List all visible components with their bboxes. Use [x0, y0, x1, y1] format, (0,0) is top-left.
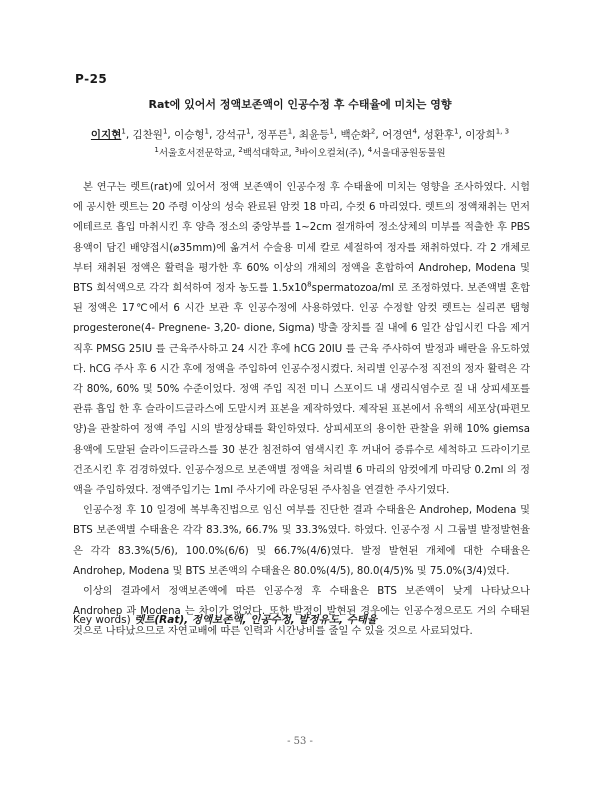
author-name: 백순화 — [340, 129, 371, 141]
author-name: 이장희 — [465, 129, 496, 141]
author-separator: , — [209, 129, 216, 141]
author-separator: , — [125, 129, 133, 141]
page-number: - 53 - — [287, 736, 313, 747]
author-name: 성환후 — [423, 129, 455, 141]
affiliation-name: 백석대학교 — [242, 148, 289, 159]
affiliation-mark: 3 — [294, 145, 300, 154]
author-separator: , — [458, 129, 466, 141]
author-affiliation-mark: 1 — [162, 127, 168, 136]
author-separator: , — [167, 129, 175, 141]
affiliation-name: 바이오컬쳐(주) — [299, 148, 362, 159]
author-name: 이지현 — [90, 129, 122, 141]
author-affiliation-mark: 1 — [204, 127, 210, 136]
affiliation-mark: 2 — [238, 145, 243, 154]
paragraph-text: 인공수정 후 10 일경에 복부촉진법으로 임신 여부를 진단한 결과 수태율은 Androhep, Modena 및 BTS 보존액별 수태율은 각각 83.3%, 66.7% 및 33.3%였다. 하였다. 인공수정 시 그룹별 발정발현율은 각각 83.3%(5/6), 100.0%(6/6) 및 66.7%(4/6)였다. 발정 발현된 개체에 대한 수태율은 Androhep, Modena 및 BTS 보존액의 수태율은 80.0%(4/5), 80.0(4/5)% 및 75.0%(3/4)였다. — [73, 505, 530, 577]
affiliation-separator: , — [232, 148, 239, 159]
paragraph-text: 본 연구는 렛트(rat)에 있어서 정액 보존액이 인공수정 후 수태율에 미치는 영향을 조사하였다. 시험에 공시한 렛트는 20 주령 이상의 성숙 완료된 암컷 18 마리, 수컷 6 마리였다. 렛트의 정액채취는 먼저 에테르로 흡입 마취시킨 후 양측 정소의 중앙부를 1~2cm 절개하여 정소상체의 미부를 적출한 후 PBS 용액이 담긴 배양접시(⌀35mm)에 옮겨서 수술용 미세 칼로 세절하여 정자를 채취하였다. 각 2 개체로부터 채취된 정액은 활력을 평가한 후 60% 이상의 개체의 정액을 혼합하여 Androhep, Modena 및 BTS 희석액으로 각각 희석하여 정자 농도를 1.5x10 — [73, 182, 530, 295]
author-name: 강석규 — [215, 129, 247, 141]
keywords-values: 렛트(Rat), 정액보존액, 인공수정, 발정유도, 수태율 — [134, 614, 378, 626]
affiliation-separator: , — [361, 148, 368, 159]
author-affiliation-mark: 1 — [246, 127, 251, 136]
author-affiliation-mark: 4 — [412, 127, 417, 136]
exponent: 8 — [307, 280, 312, 289]
author-separator: , — [250, 129, 258, 141]
affiliation-mark: 1 — [154, 145, 159, 154]
author-name: 이승형 — [174, 129, 205, 141]
author-affiliation-mark: 1, 3 — [495, 127, 510, 136]
author-separator: , — [416, 129, 424, 141]
author-separator: , — [333, 129, 341, 141]
author-name: 최윤등 — [298, 129, 330, 141]
author-affiliation-mark: 1 — [287, 127, 293, 136]
author-name: 김찬원 — [132, 129, 163, 141]
paragraph-text: 이상의 결과에서 정액보존액에 따른 인공수정 후 수태율은 BTS 보존액이 낮게 나타났으나 Androhep 과 Modena 는 차이가 없었다. 또한 발정이 발현된 경우에는 인공수정으로도 거의 수태된 것으로 나타났으므로 자연교배에 따른 인력과 시간낭비를 줄일 수 있을 것으로 사료되었다. — [73, 586, 530, 638]
affiliation-list — [0, 147, 600, 161]
abstract-title: Rat에 있어서 정액보존액이 인공수정 후 수태율에 미치는 영향 — [148, 98, 452, 111]
paragraph-text-continued: spermatozoa/ml 로 조정하였다. 보존액별 혼합된 정액은 17℃에서 6 시간 보관 후 인공수정에 사용하였다. 인공 수정할 암컷 렛트는 실리콘 탭형 progesterone(4- Pregnene- 3,20- dione, Sigma) 방출 장치를 질 내에 6 일간 삽입시킨 다음 제거 직후 PMSG 25IU 를 근육주사하고 24 시간 후에 hCG 20IU 를 근육 주사하여 발정과 배란을 유도하였다. hCG 주사 후 6 시간 후에 정액을 주입하여 인공수정시켰다. 처리별 인공수정 직전의 정자 활력은 각각 80%, 60% 및 50% 수준이었다. 정액 주입 직전 미니 스포이드 내 생리식염수로 질 내 상피세포를 관류 흡입 한 후 슬라이드글라스에 도말시켜 표본을 제작하였다. 제작된 표본에서 유핵의 세포상(파편모양)을 관찰하여 정액 주입 시의 발정상태를 확인하였다. 상피세포의 용이한 관찰을 위해 10% giemsa 용액에 도말된 슬라이드글라스를 30 분간 침전하여 염색시킨 후 꺼내어 증류수로 세척하고 드라이기로 건조시킨 후 검경하였다. 인공수정으로 보존액별 정액을 처리별 6 마리의 암컷에게 마리당 0.2ml 의 정액을 주입하였다. 정액주입기는 1ml 주사기에 라운딩된 주사침을 연결한 주사기였다. — [73, 283, 530, 497]
affiliation-name: 서울대공원동물원 — [372, 148, 446, 159]
author-separator: , — [292, 129, 299, 141]
body-paragraph — [73, 501, 530, 582]
author-name: 정푸른 — [257, 129, 288, 141]
author-affiliation-mark: 1 — [329, 127, 334, 136]
affiliation-separator: , — [288, 148, 295, 159]
author-list — [0, 128, 600, 142]
abstract-body — [73, 178, 530, 643]
affiliation-name: 서울호서전문학교 — [158, 148, 233, 159]
keywords-label: Key words) — [73, 614, 131, 626]
author-separator: , — [375, 129, 383, 141]
author-affiliation-mark: 2 — [370, 127, 376, 136]
body-paragraph — [73, 178, 530, 501]
author-affiliation-mark: 1 — [121, 127, 126, 136]
author-affiliation-mark: 1 — [454, 127, 459, 136]
keywords-line — [73, 612, 530, 628]
affiliation-mark: 4 — [367, 145, 373, 154]
abstract-code: P-25 — [75, 72, 108, 86]
author-name: 어경연 — [382, 129, 413, 141]
